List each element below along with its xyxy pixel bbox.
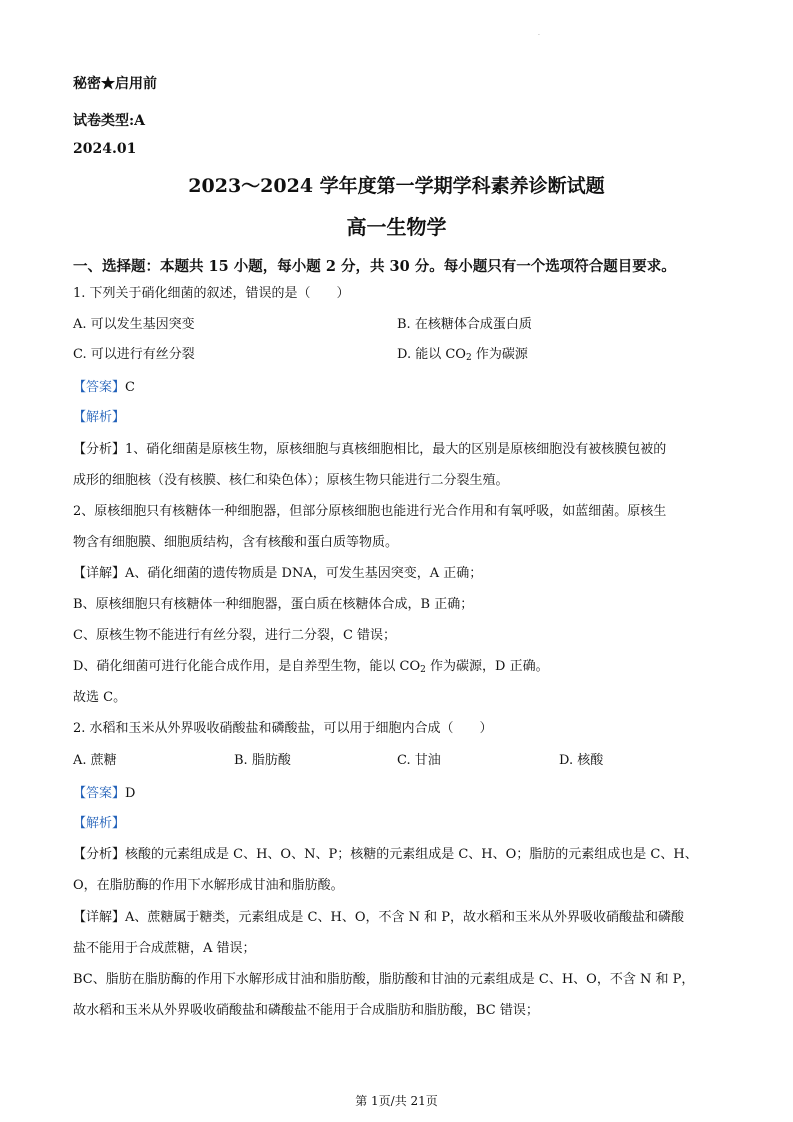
- q2-option-b: B. 脂肪酸: [234, 753, 291, 768]
- q2-answer: [73, 787, 135, 800]
- answer-tag: 【答案】: [73, 786, 126, 801]
- q1-detail-line-4: D、硝化细菌可进行化能合成作用，是自养型生物，能以 $CO_2$ 作为碳源，D 正确。: [73, 659, 549, 675]
- q1-option-a: A. 可以发生基因突变: [73, 317, 195, 332]
- q2-fenxi-line-1: 【分析】核酸的元素组成是 C、H、O、N、P；核糖的元素组成是 C、H、O；脂肪的元素组成也是 C、H、: [73, 847, 698, 862]
- question-1-stem: 1. 下列关于硝化细菌的叙述，错误的是（ ）: [73, 286, 350, 301]
- confidential-label: 秘密★启用前: [73, 76, 157, 92]
- q1-detail-line-2: B、原核细胞只有核糖体一种细胞器，蛋白质在核糖体合成，B 正确；: [73, 597, 474, 612]
- q1-fenxi-line-1: 【分析】1、硝化细菌是原核生物，原核细胞与真核细胞相比，最大的区别是原核细胞没有被核膜包被的: [73, 442, 667, 457]
- q1-option-c: C. 可以进行有丝分裂: [73, 347, 195, 362]
- answer-value: D: [125, 786, 136, 801]
- q1-option-d: D. 能以 $CO_2$ 作为碳源: [397, 347, 528, 363]
- exam-date: 2024.01: [73, 141, 137, 157]
- q1-fenxi-line-3: 2、原核细胞只有核糖体一种细胞器，但部分原核细胞也能进行光合作用和有氧呼吸，如蓝细菌。原核生: [73, 504, 667, 519]
- question-2-stem: 2. 水稻和玉米从外界吸收硝酸盐和磷酸盐，可以用于细胞内合成（ ）: [73, 721, 493, 736]
- section-heading: 一、选择题：本题共 15 小题，每小题 2 分，共 30 分。每小题只有一个选项符合题目要求。: [73, 258, 676, 275]
- page-number: 第 1页/共 21页: [355, 1094, 438, 1108]
- q1-conclusion: 故选 C。: [73, 690, 127, 705]
- exam-title: 2023～2024 学年度第一学期学科素养诊断试题: [188, 175, 605, 197]
- q2-detail-line-4: 故水稻和玉米从外界吸收硝酸盐和磷酸盐不能用于合成脂肪和脂肪酸，BC 错误；: [73, 1003, 539, 1018]
- paper-type: 试卷类型:A: [73, 113, 146, 129]
- q2-fenxi-line-2: O，在脂肪酶的作用下水解形成甘油和脂肪酸。: [73, 878, 344, 893]
- answer-tag: 【答案】: [73, 380, 126, 395]
- q1-option-b: B. 在核糖体合成蛋白质: [397, 317, 532, 332]
- q1-fenxi-line-2: 成形的细胞核（没有核膜、核仁和染色体）；原核生物只能进行二分裂生殖。: [73, 473, 509, 488]
- answer-value: C: [125, 380, 135, 395]
- subject-title: 高一生物学: [346, 215, 447, 239]
- q2-analysis-tag: 【解析】: [73, 816, 126, 831]
- q1-answer: [73, 381, 135, 394]
- corner-dot: .: [538, 30, 540, 37]
- q1-detail-line-3: C、原核生物不能进行有丝分裂，进行二分裂，C 错误；: [73, 628, 397, 643]
- q2-option-d: D. 核酸: [559, 753, 604, 768]
- q2-detail-line-3: BC、脂肪在脂肪酶的作用下水解形成甘油和脂肪酸，脂肪酸和甘油的元素组成是 C、H、O，不含 N 和 P，: [73, 972, 695, 987]
- q1-analysis-tag: 【解析】: [73, 410, 126, 425]
- q2-option-c: C. 甘油: [397, 753, 441, 768]
- q1-fenxi-line-4: 物含有细胞膜、细胞质结构，含有核酸和蛋白质等物质。: [73, 535, 399, 550]
- q2-detail-line-1: 【详解】A、蔗糖属于糖类，元素组成是 C、H、O，不含 N 和 P，故水稻和玉米从外界吸收硝酸盐和磷酸: [73, 910, 684, 925]
- q2-option-a: A. 蔗糖: [73, 753, 117, 768]
- q1-detail-line-1: 【详解】A、硝化细菌的遗传物质是 DNA，可发生基因突变，A 正确；: [73, 566, 483, 581]
- q2-detail-line-2: 盐不能用于合成蔗糖，A 错误；: [73, 941, 256, 956]
